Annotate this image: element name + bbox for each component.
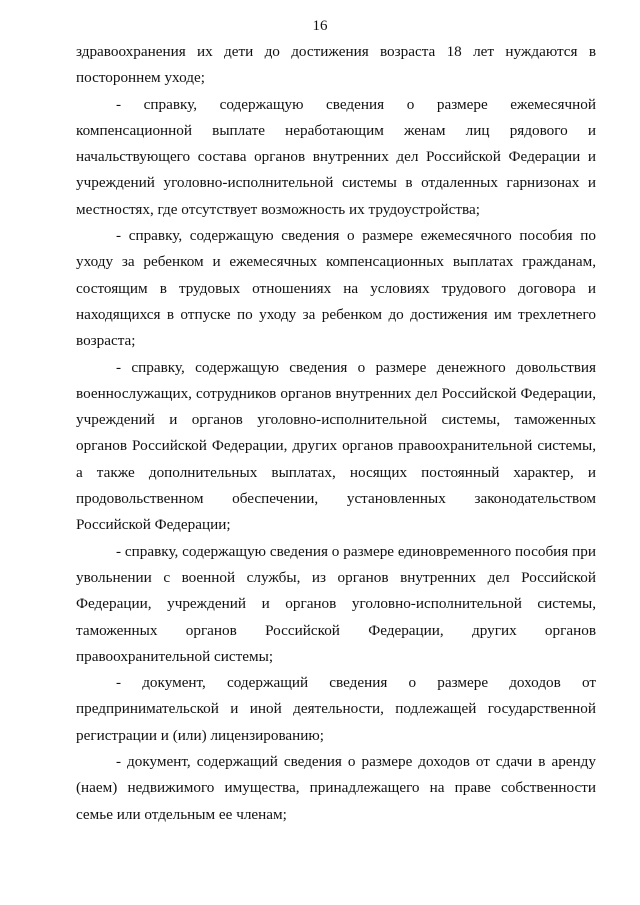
list-item: - справку, содержащую сведения о размере денежного довольствия военнослужащих, сотрудников органов внутренних дел Российской Федерации, учреждений и органов уголовно-исполнительной системы, таможенных органов Российской Федерации, других органов правоохранительной системы, а также дополнительных выплатах, носящих постоянный характер, и продовольственном обеспечении, установленных законодательством Российской Федерации; (76, 358, 596, 534)
page-number: 16 (312, 18, 328, 34)
list-item: - справку, содержащую сведения о размере ежемесячной компенсационной выплате неработающим женам лиц рядового и начальствующего состава органов внутренних дел Российской Федерации и учреждений уголовно-исполнительной системы в отдаленных гарнизонах и местностях, где отсутствует возможность их трудоустройства; (76, 95, 596, 218)
list-item: - документ, содержащий сведения о размере доходов от предпринимательской и иной деятельности, подлежащей государственной регистрации и (или) лицензированию; (76, 674, 596, 744)
list-item: - документ, содержащий сведения о размере доходов от сдачи в аренду (наем) недвижимого имущества, принадлежащего на праве собственности семье или отдельным ее членам; (76, 753, 596, 823)
list-item: - справку, содержащую сведения о размере единовременного пособия при увольнении с военной службы, из органов внутренних дел Российской Федерации, учреждений и органов уголовно-исполнительной системы, таможенных органов Российской Федерации, других органов правоохранительной системы; (76, 542, 596, 665)
list-item: - справку, содержащую сведения о размере ежемесячного пособия по уходу за ребенком и ежемесячных компенсационных выплатах гражданам, состоящим в трудовых отношениях на условиях трудового договора и находящихся в отпуске по уходу за ребенком до достижения им трехлетнего возраста; (76, 227, 596, 350)
document-body (76, 39, 596, 828)
paragraph-continuation: здравоохранения их дети до достижения возраста 18 лет нуждаются в постороннем уходе; (76, 43, 596, 87)
